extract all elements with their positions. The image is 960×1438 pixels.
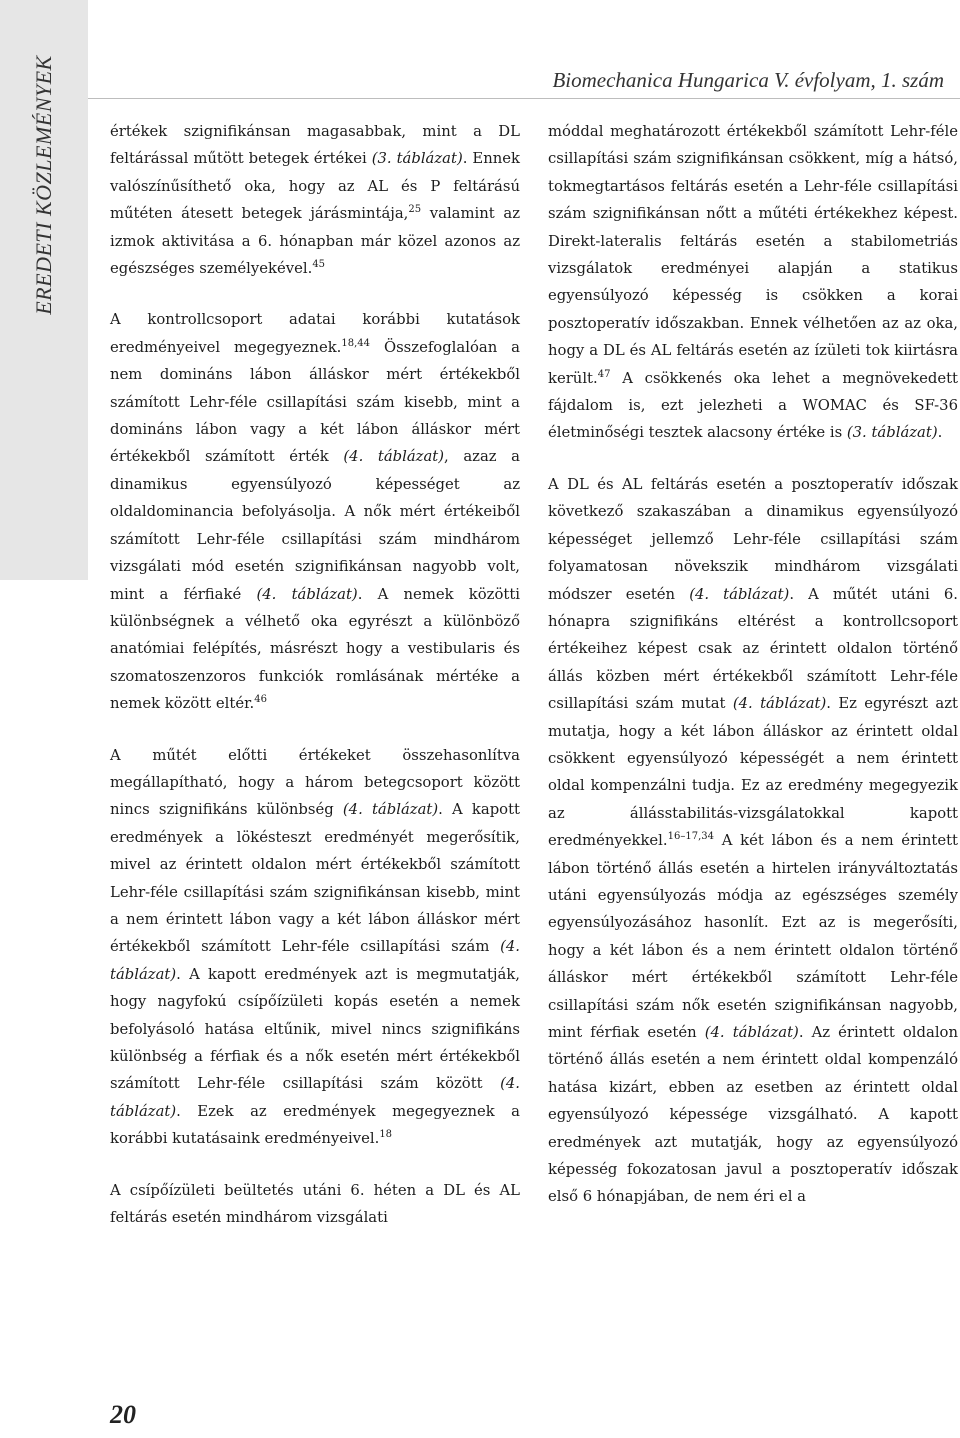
table-reference: (4. táblázat): [110, 938, 520, 983]
text-run: értékek szignifikánsan magasabbak, mint a DL feltárással műtött betegek értékei: [110, 123, 520, 168]
paragraph: [110, 306, 520, 717]
text-run: . A nemek közötti különbségnek a vélhető oka egyrészt a különböző anatómiai felépítés, másrészt hogy a vestibularis és szomatoszenzoros funkciók romlásának mértéke a nemek között eltér.: [110, 585, 520, 713]
text-run: A két lábon és a nem érintett lábon történő állás esetén a hirtelen irányváltoztatás utáni egyensúlyozás módja az egészséges személy egyensúlyozásához hasonlít. Ezt az is megerősíti, hogy a két lábon és a nem érintett oldalon történő álláskor mért értékekből számított Lehr-féle csillapítási szám nők esetén szignifikánsan nagyobb, mint férfiak esetén: [548, 832, 958, 1041]
text-run: A műtét előtti értékeket összehasonlítva megállapítható, hogy a három betegcsoport között nincs szignifikáns különbség: [110, 746, 520, 819]
text-run: .: [937, 424, 943, 442]
reference-superscript: 47: [597, 368, 611, 380]
text-run: A kontrollcsoport adatai korábbi kutatások eredményeivel megegyeznek.: [110, 311, 520, 356]
journal-header: Biomechanica Hungarica V. évfolyam, 1. szám: [552, 68, 944, 92]
paragraph: [110, 118, 520, 282]
table-reference: (3. táblázat): [846, 424, 938, 442]
table-reference: (4. táblázat): [704, 1024, 799, 1041]
text-run: . Ennek valószínűsíthető oka, hogy az AL és P feltárású műtéten átesett betegek járásmintája,: [110, 150, 521, 223]
table-reference: (4. táblázat): [256, 585, 358, 603]
right-column: [548, 118, 958, 1235]
text-run: móddal meghatározott értékekből számított Lehr-féle csillapítási szám szignifikánsan csökkent, míg a hátsó, tokmegtartásos feltárás esetén a Lehr-féle csillapítási szám szignifikánsan nőtt a műtéti értékekhez képest. Direkt-lateralis feltárás esetén a stabilometriás vizsgálatok eredményei alapján a statikus egyensúlyozó képesség is csökken a korai posztoperatív időszakban. Ennek vélhetően az az oka, hogy a DL és AL feltárás esetén az ízületi tok kiirtásra került.: [548, 123, 958, 387]
table-reference: (4. táblázat): [110, 1075, 520, 1120]
paragraph: [110, 1177, 520, 1232]
text-run: . A kapott eredmények a lökésteszt eredményét megerősítik, mivel az érintett oldalon mért értékekből számított Lehr-féle csillapítási szám szignifikánsan kisebb, mint a nem érintett lábon vagy a két lábon álláskor mért értékekből számított Lehr-féle csillapítási szám: [110, 801, 520, 956]
text-run: A DL és AL feltárás esetén a posztoperatív időszak következő szakaszában a dinamikus egyensúlyozó képességet jellemző Lehr-féle csillapítási szám folyamatosan növekszik mindhárom vizsgálati módszer esetén: [548, 475, 958, 603]
text-run: valamint az izmok aktivitása a 6. hónapban már közel azonos az egészséges személyekével.: [110, 205, 520, 278]
table-reference: (4. táblázat): [342, 801, 439, 819]
reference-superscript: 18,44: [341, 337, 371, 349]
reference-superscript: 45: [312, 259, 326, 271]
text-run: . Ezek az eredmények megegyeznek a korábbi kutatásaink eredményeivel.: [110, 1102, 520, 1148]
reference-superscript: 16–17,34: [667, 831, 714, 843]
page-number: 20: [110, 1400, 136, 1429]
table-reference: (4. táblázat): [732, 695, 827, 713]
text-run: . A műtét utáni 6. hónapra szignifikáns eltérést a kontrollcsoport értékeihez képest csak az érintett oldalon történő állás közben mért értékekből számított Lehr-féle csillapítási szám mutat: [548, 585, 958, 713]
paragraph: [548, 118, 958, 447]
text-run: . Ez egyrészt azt mutatja, hogy a két lábon álláskor az érintett oldal csökkent egyensúlyozó képességét a nem érintett oldal kompenzálni tudja. Ez az eredmény megegyezik az állásstabilitás-vizsgálatokkal kapott eredményekkel.: [548, 695, 958, 850]
section-strip: [0, 0, 88, 580]
paragraph: [110, 742, 520, 1153]
reference-superscript: 25: [408, 204, 422, 216]
table-reference: (4. táblázat): [343, 448, 445, 466]
header-rule: [88, 98, 960, 99]
text-run: A csökkenés oka lehet a megnövekedett fájdalom is, ezt jelezheti a WOMAC és SF-36 életminőségi tesztek alacsony értéke is: [548, 369, 958, 442]
table-reference: (3. táblázat): [371, 150, 463, 168]
text-run: . A kapott eredmények azt is megmutatják, hogy nagyfokú csípőízületi kopás esetén a nemek befolyásoló hatása eltűnik, mivel nincs szignifikáns különbség a férfiak és a nők esetén mért értékekből számított Lehr-féle csillapítási szám között: [110, 965, 520, 1093]
left-column: [110, 118, 520, 1255]
reference-superscript: 46: [254, 694, 267, 706]
reference-superscript: 18: [379, 1129, 393, 1141]
table-reference: (4. táblázat): [689, 585, 790, 603]
section-label: EREDETI KÖZLEMÉNYEK: [31, 55, 56, 315]
text-run: . Az érintett oldalon történő állás esetén a nem érintett oldal kompenzáló hatása kizárt, ebben az esetben az érintett oldal egyensúlyozó képessége vizsgálható. A kapott eredmények azt mutatják, hogy az egyensúlyozó képesség fokozatosan javul a posztoperatív időszak első 6 hónapjában, de nem éri el a: [548, 1024, 958, 1206]
paragraph: [548, 471, 958, 1211]
text-run: A csípőízületi beültetés utáni 6. héten a DL és AL feltárás esetén mindhárom vizsgálati: [110, 1181, 520, 1227]
text-run: Összefoglalóan a nem domináns lábon álláskor mért értékekből számított Lehr-féle csillapítási szám kisebb, mint a domináns lábon vagy a két lábon álláskor mért értékekből számított érték: [110, 338, 520, 466]
text-run: , azaz a dinamikus egyensúlyozó képességet az oldaldominancia befolyásolja. A nők mért értékeiből számított Lehr-féle csillapítási szám mindhárom vizsgálati mód esetén szignifikánsan nagyobb volt, mint a férfiaké: [110, 448, 521, 603]
